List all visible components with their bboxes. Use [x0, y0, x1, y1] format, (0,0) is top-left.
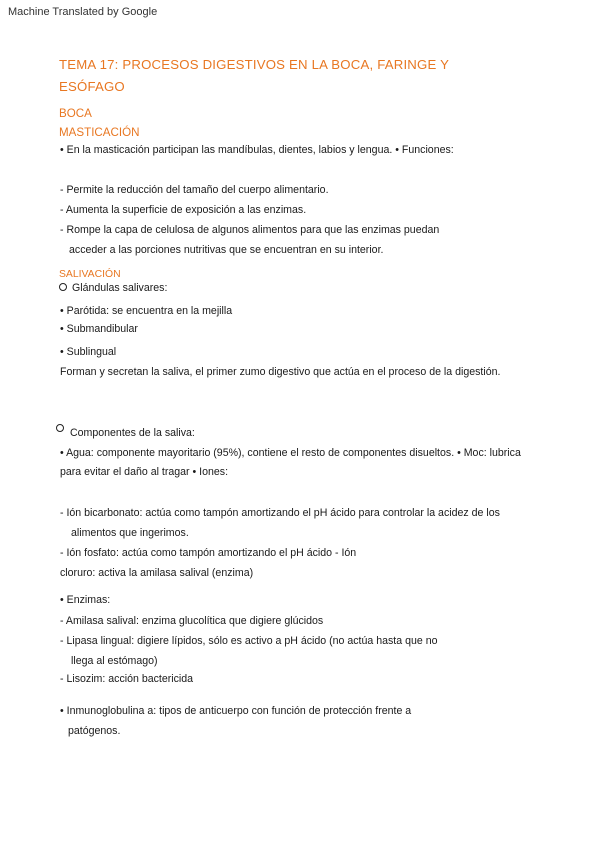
- iones-item-continued: cloruro: activa la amilasa salival (enzima): [60, 567, 254, 579]
- inmunoglobulina-line-continued: patógenos.: [68, 725, 121, 737]
- iones-item: - Ión bicarbonato: actúa como tampón amortizando el pH ácido para controlar la acidez de los: [60, 507, 500, 519]
- enzimas-label: • Enzimas:: [60, 594, 111, 606]
- page-title-line-2: ESÓFAGO: [59, 79, 125, 94]
- enzima-item-continued: llega al estómago): [71, 655, 158, 667]
- inmunoglobulina-line: • Inmunoglobulina a: tipos de anticuerpo con función de protección frente a: [60, 705, 412, 717]
- section-heading-boca: BOCA: [59, 107, 92, 120]
- circle-bullet-icon: [59, 283, 67, 291]
- iones-item-continued: alimentos que ingerimos.: [71, 527, 189, 539]
- glandula-item: • Sublingual: [60, 346, 117, 358]
- enzima-item: - Amilasa salival: enzima glucolítica que digiere glúcidos: [60, 615, 324, 627]
- masticacion-item: - Permite la reducción del tamaño del cuerpo alimentario.: [60, 184, 329, 196]
- enzima-item: - Lisozim: acción bactericida: [60, 673, 194, 685]
- glandula-item: • Submandibular: [60, 323, 138, 335]
- masticacion-item: - Rompe la capa de celulosa de algunos alimentos para que las enzimas puedan: [60, 224, 440, 236]
- glandula-item: • Parótida: se encuentra en la mejilla: [60, 305, 233, 317]
- iones-item: - Ión fosfato: actúa como tampón amortizando el pH ácido - Ión: [60, 547, 357, 559]
- page-title-line-1: TEMA 17: PROCESOS DIGESTIVOS EN LA BOCA, FARINGE Y: [59, 57, 450, 72]
- machine-translated-header: Machine Translated by Google: [8, 6, 158, 18]
- agua-line-continued: para evitar el daño al tragar • Iones:: [60, 466, 229, 478]
- glandulas-summary: Forman y secretan la saliva, el primer zumo digestivo que actúa en el proceso de la digestión.: [60, 366, 501, 378]
- componentes-label: Componentes de la saliva:: [70, 427, 195, 439]
- agua-line: • Agua: componente mayoritario (95%), contiene el resto de componentes disueltos. • Moc: lubrica: [60, 447, 521, 459]
- masticacion-intro: • En la masticación participan las mandíbulas, dientes, labios y lengua. • Funciones:: [60, 144, 454, 156]
- glandulas-label: Glándulas salivares:: [72, 282, 168, 294]
- circle-bullet-icon: [56, 424, 64, 432]
- section-heading-salivacion: SALIVACIÓN: [59, 269, 121, 280]
- enzima-item: - Lipasa lingual: digiere lípidos, sólo es activo a pH ácido (no actúa hasta que no: [60, 635, 438, 647]
- masticacion-item: - Aumenta la superficie de exposición a las enzimas.: [60, 204, 307, 216]
- section-heading-masticacion: MASTICACIÓN: [59, 126, 140, 139]
- masticacion-item-continued: acceder a las porciones nutritivas que se encuentran en su interior.: [69, 244, 384, 256]
